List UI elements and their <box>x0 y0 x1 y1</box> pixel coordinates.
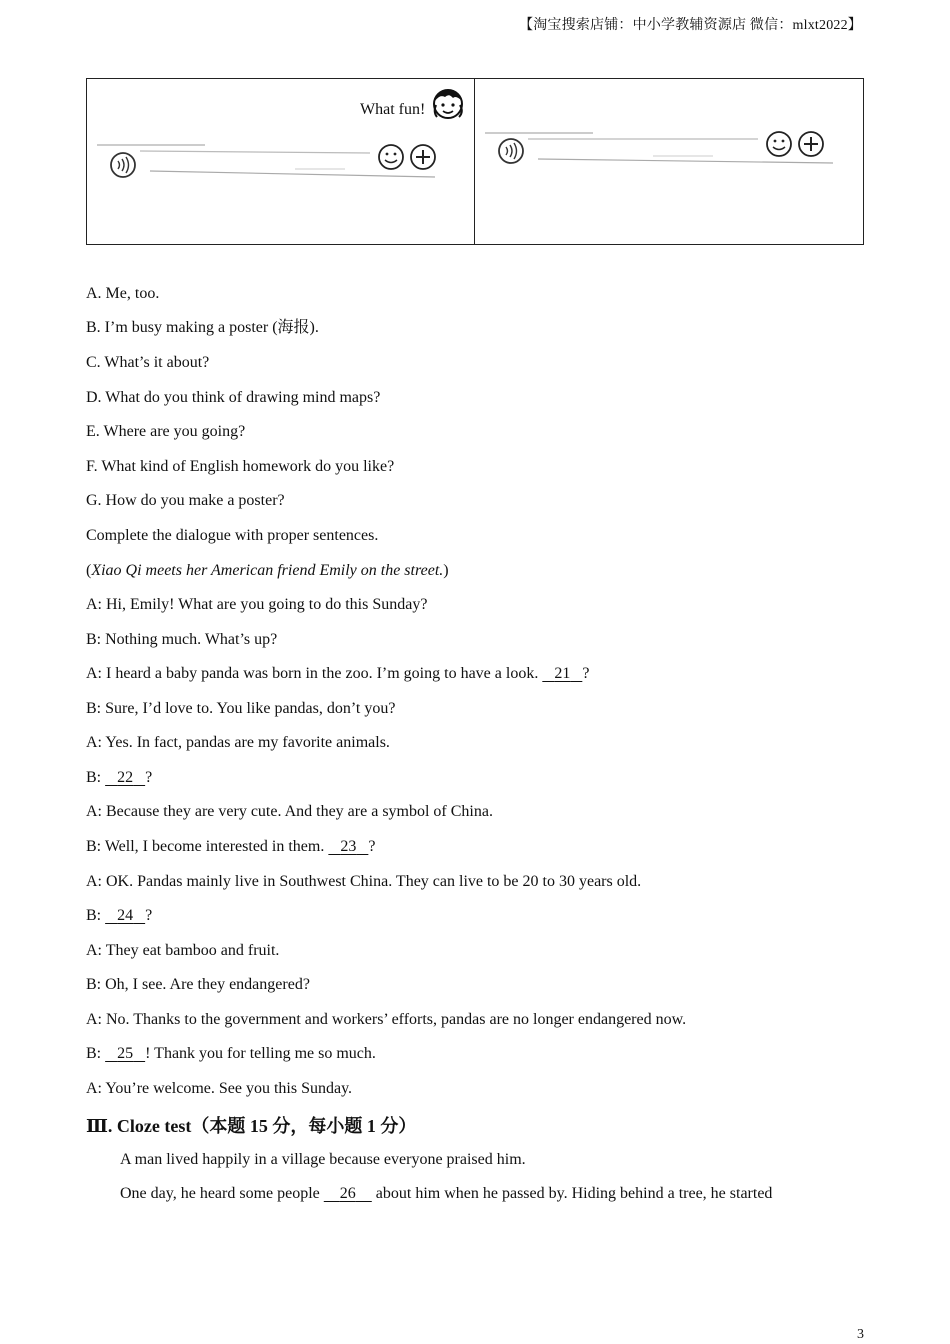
blank-22[interactable]: 22 <box>117 769 134 786</box>
dialogue-line: A: Because they are very cute. And they are a symbol of China. <box>86 803 493 820</box>
option-e: E. Where are you going? <box>86 423 246 440</box>
scene-note: (Xiao Qi meets her American friend Emily on the street.) <box>86 562 449 579</box>
dialogue-line: B: Well, I become interested in them. 23 ? <box>86 838 376 855</box>
dialogue-line: A: They eat bamboo and fruit. <box>86 942 280 959</box>
page-number: 3 <box>857 1327 864 1342</box>
dialogue-line: B: Sure, I’d love to. You like pandas, don’t you? <box>86 700 396 717</box>
dialogue-line: B: Nothing much. What’s up? <box>86 631 278 648</box>
blank-24[interactable]: 24 <box>117 907 134 924</box>
dialogue-line: A: Hi, Emily! What are you going to do this Sunday? <box>86 596 428 613</box>
option-d: D. What do you think of drawing mind maps? <box>86 389 381 406</box>
option-c: C. What’s it about? <box>86 354 210 371</box>
option-g: G. How do you make a poster? <box>86 492 285 509</box>
cloze-text <box>120 0 880 1344</box>
dialogue-line: B: 22 ? <box>86 769 153 786</box>
dialogue-line: B: 25 ! Thank you for telling me so much. <box>86 1045 376 1062</box>
instruction: Complete the dialogue with proper sentences. <box>86 527 379 544</box>
option-a: A. Me, too. <box>86 285 160 302</box>
dialogue-line: A: I heard a baby panda was born in the zoo. I’m going to have a look. 21 ? <box>86 665 590 682</box>
cloze-paragraph-1: A man lived happily in a village because everyone praised him. <box>120 1151 526 1168</box>
section-title-cloze: Ⅲ. Cloze test（本题 15 分，每小题 1 分） <box>86 1116 417 1136</box>
dialogue-line: A: OK. Pandas mainly live in Southwest China. They can live to be 20 to 30 years old. <box>86 873 642 890</box>
chat-caption: What fun! <box>360 101 426 118</box>
blank-23[interactable]: 23 <box>340 838 357 855</box>
header-shop-note: 【淘宝搜索店铺：中小学教辅资源店 微信：mlxt2022】 <box>519 18 862 33</box>
blank-26[interactable]: 26 <box>339 1185 356 1202</box>
dialogue-line: A: No. Thanks to the government and workers’ efforts, pandas are no longer endangered now. <box>86 1011 687 1028</box>
cloze-paragraph-2: One day, he heard some people 26 about him when he passed by. Hiding behind a tree, he started <box>120 1185 773 1202</box>
option-f: F. What kind of English homework do you like? <box>86 458 395 475</box>
dialogue-line: B: 24 ? <box>86 907 153 924</box>
dialogue-line: A: You’re welcome. See you this Sunday. <box>86 1080 353 1097</box>
blank-25[interactable]: 25 <box>117 1045 134 1062</box>
dialogue-line: A: Yes. In fact, pandas are my favorite animals. <box>86 734 390 751</box>
blank-21[interactable]: 21 <box>554 665 571 682</box>
dialogue-line: B: Oh, I see. Are they endangered? <box>86 976 310 993</box>
option-b: B. I’m busy making a poster (海报). <box>86 319 319 336</box>
